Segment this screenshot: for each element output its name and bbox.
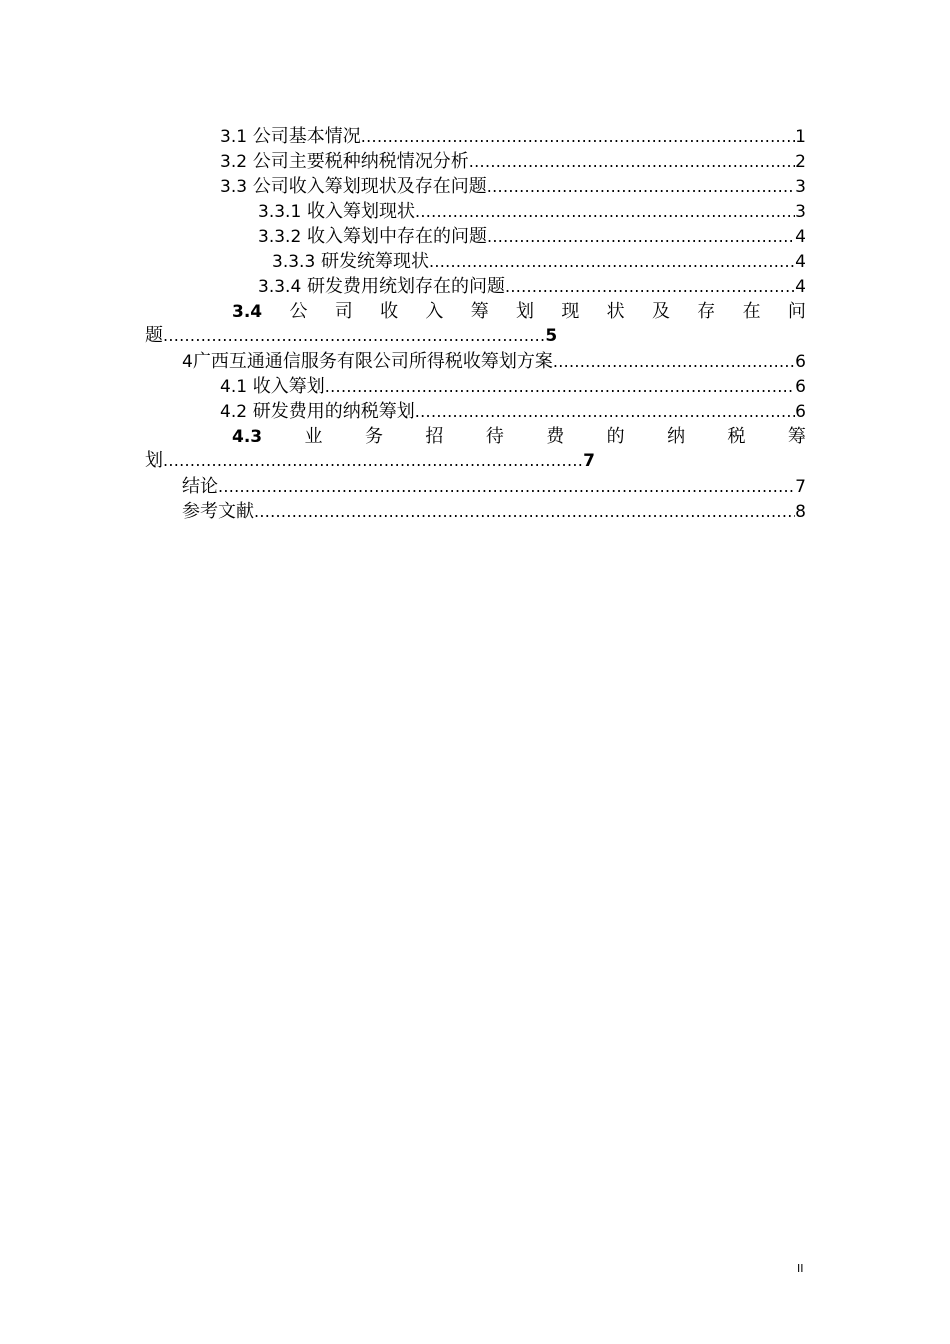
toc-entry-conclusion[interactable] bbox=[182, 474, 806, 499]
toc-char: 收 bbox=[380, 301, 399, 322]
toc-entry-3-3[interactable] bbox=[220, 174, 806, 199]
toc-char: 招 bbox=[425, 426, 444, 447]
toc-char: 问 bbox=[787, 301, 806, 322]
toc-number: 4.2 bbox=[220, 402, 248, 422]
toc-leader-dots bbox=[505, 274, 795, 299]
toc-char: 税 bbox=[727, 426, 746, 447]
toc-page-number: 6 bbox=[795, 352, 806, 372]
toc-char: 的 bbox=[606, 426, 625, 447]
toc-page-number: 4 bbox=[795, 277, 806, 297]
toc-page-number: 7 bbox=[583, 451, 595, 471]
toc-char: 业 bbox=[304, 426, 323, 447]
toc-title: 研发费用统划存在的问题 bbox=[307, 276, 505, 297]
toc-title: 研发统筹现状 bbox=[321, 251, 429, 272]
toc-entry-4-3-line1[interactable] bbox=[232, 424, 806, 449]
toc-page-number: 7 bbox=[795, 477, 806, 497]
toc-entry-references[interactable] bbox=[182, 499, 806, 524]
toc-entry-4-2[interactable] bbox=[220, 399, 806, 424]
toc-char: 及 bbox=[651, 301, 670, 322]
toc-char: 状 bbox=[606, 301, 625, 322]
toc-number: 3.3.2 bbox=[258, 227, 302, 247]
toc-title: 收入筹划现状 bbox=[307, 201, 415, 222]
toc-title-continuation: 题 bbox=[145, 325, 163, 346]
toc-leader-dots bbox=[487, 174, 795, 199]
toc-entry-3-3-3[interactable] bbox=[272, 249, 806, 274]
toc-leader-dots bbox=[361, 124, 795, 149]
toc-entry-3-3-1[interactable] bbox=[258, 199, 806, 224]
toc-page-number: 4 bbox=[795, 227, 806, 247]
toc-leader-dots bbox=[218, 474, 795, 499]
toc-entry-3-4-line2[interactable] bbox=[145, 323, 557, 348]
toc-entry-3-3-2[interactable] bbox=[258, 224, 806, 249]
toc-page-number: 2 bbox=[795, 152, 806, 172]
toc-number: 4 bbox=[182, 352, 193, 372]
toc-char: 待 bbox=[485, 426, 504, 447]
toc-leader-dots: ....................................................................... bbox=[163, 326, 546, 345]
toc-page-number: 3 bbox=[795, 202, 806, 222]
toc-char: 筹 bbox=[787, 426, 806, 447]
toc-char: 入 bbox=[425, 301, 444, 322]
toc-leader-dots bbox=[325, 374, 795, 399]
toc-entry-4-3-line2[interactable] bbox=[145, 448, 595, 473]
toc-number: 3.3.1 bbox=[258, 202, 302, 222]
toc-leader-dots bbox=[553, 349, 795, 374]
toc-number: 3.1 bbox=[220, 127, 248, 147]
toc-title: 公司基本情况 bbox=[252, 126, 361, 147]
toc-char: 纳 bbox=[667, 426, 686, 447]
toc-entry-3-4-line1[interactable] bbox=[232, 299, 806, 324]
toc-char: 存 bbox=[697, 301, 716, 322]
toc-title: 广西互通通信服务有限公司所得税收筹划方案 bbox=[192, 351, 553, 372]
toc-leader-dots bbox=[429, 249, 795, 274]
toc-number: 3.2 bbox=[220, 152, 248, 172]
toc-number: 4.1 bbox=[220, 377, 248, 397]
toc-number: 3.3.3 bbox=[272, 252, 316, 272]
toc-char: 费 bbox=[546, 426, 565, 447]
toc-char: 现 bbox=[561, 301, 580, 322]
toc-entry-3-3-4[interactable] bbox=[258, 274, 806, 299]
toc-number: 4.3 bbox=[232, 427, 263, 447]
toc-number: 3.3 bbox=[220, 177, 248, 197]
toc-leader-dots bbox=[469, 149, 795, 174]
toc-char: 务 bbox=[364, 426, 383, 447]
toc-char: 司 bbox=[334, 301, 353, 322]
toc-page-number: 4 bbox=[795, 252, 806, 272]
toc-entry-3-2[interactable] bbox=[220, 149, 806, 174]
toc-page-number: 3 bbox=[795, 177, 806, 197]
footer-page-number: II bbox=[797, 1262, 804, 1275]
toc-leader-dots: .............................................................................. bbox=[163, 451, 584, 470]
toc-leader-dots bbox=[487, 224, 795, 249]
toc-title: 公司主要税种纳税情况分析 bbox=[252, 151, 469, 172]
toc-title: 结论 bbox=[182, 476, 218, 497]
toc-leader-dots bbox=[415, 199, 795, 224]
toc-char: 筹 bbox=[470, 301, 489, 322]
toc-entry-4[interactable] bbox=[182, 349, 806, 374]
toc-title: 收入筹划中存在的问题 bbox=[307, 226, 487, 247]
toc-leader-dots bbox=[415, 399, 795, 424]
toc-char: 划 bbox=[516, 301, 534, 322]
toc-title-continuation: 划 bbox=[145, 450, 163, 471]
toc-char: 公 bbox=[289, 301, 308, 322]
toc-page-number: 6 bbox=[795, 377, 806, 397]
toc-number: 3.4 bbox=[232, 302, 263, 322]
toc-page-number: 6 bbox=[795, 402, 806, 422]
toc-title: 收入筹划 bbox=[252, 376, 325, 397]
toc-char: 在 bbox=[742, 301, 761, 322]
toc-entry-4-1[interactable] bbox=[220, 374, 806, 399]
toc-number: 3.3.4 bbox=[258, 277, 302, 297]
toc-page-number: 5 bbox=[545, 326, 558, 346]
toc-page-number: 8 bbox=[795, 502, 806, 522]
toc-title: 参考文献 bbox=[182, 501, 254, 522]
toc-page-number: 1 bbox=[795, 127, 806, 147]
toc-title: 研发费用的纳税筹划 bbox=[252, 401, 415, 422]
toc-leader-dots bbox=[254, 499, 795, 524]
toc-entry-3-1[interactable] bbox=[220, 124, 806, 149]
toc-title: 公司收入筹划现状及存在问题 bbox=[252, 176, 487, 197]
